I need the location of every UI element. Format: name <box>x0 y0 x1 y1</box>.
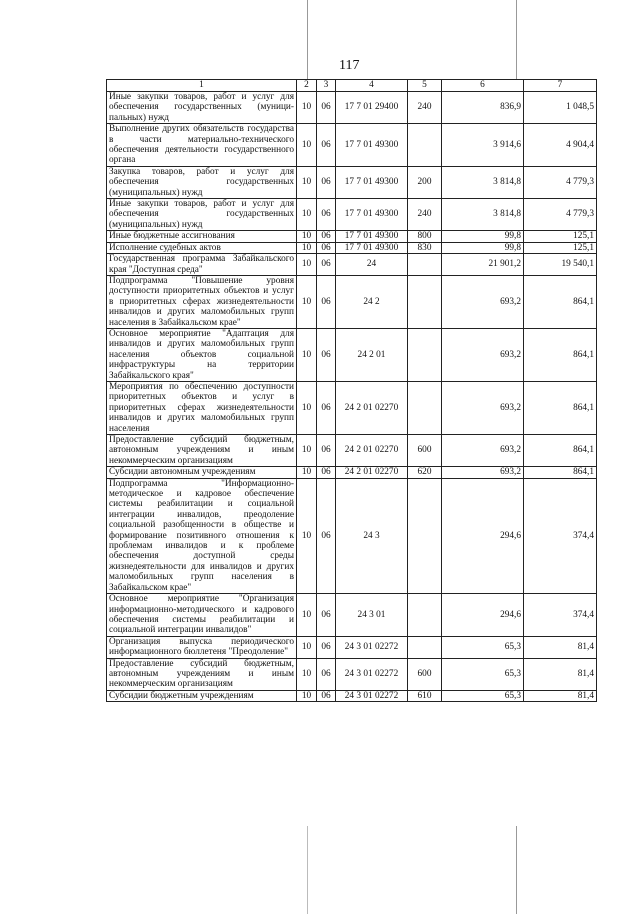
row-expense-type: 200 <box>408 166 442 198</box>
row-amount-year-2: 4 779,3 <box>524 166 597 198</box>
row-expense-type <box>408 636 442 658</box>
row-target-article: 24 3 01 <box>336 594 408 637</box>
table-row <box>107 275 597 328</box>
table-row <box>107 435 597 467</box>
row-amount-year-2: 374,4 <box>524 594 597 637</box>
row-expense-type: 600 <box>408 435 442 467</box>
row-target-article: 24 3 01 02272 <box>336 690 408 701</box>
table-row <box>107 231 597 242</box>
header-col-1: 1 <box>107 80 297 92</box>
header-col-3: 3 <box>317 80 336 92</box>
row-amount-year-1: 693,2 <box>442 275 524 328</box>
row-amount-year-2: 864,1 <box>524 467 597 478</box>
row-target-article: 17 7 01 49300 <box>336 124 408 167</box>
row-section: 10 <box>297 275 317 328</box>
table-row <box>107 594 597 637</box>
row-amount-year-1: 3 814,8 <box>442 199 524 231</box>
row-name: Основное мероприятие "Организация информационно-методического и кадрового обеспечения системы реабилитации и социальной интеграции инвалидов" <box>107 594 297 637</box>
row-subsection: 06 <box>317 254 336 276</box>
row-amount-year-1: 99,8 <box>442 231 524 242</box>
header-col-4: 4 <box>336 80 408 92</box>
row-section: 10 <box>297 254 317 276</box>
row-subsection: 06 <box>317 242 336 253</box>
row-expense-type: 240 <box>408 199 442 231</box>
row-subsection: 06 <box>317 594 336 637</box>
row-subsection: 06 <box>317 166 336 198</box>
row-amount-year-2: 125,1 <box>524 231 597 242</box>
row-expense-type <box>408 275 442 328</box>
table-row <box>107 690 597 701</box>
row-expense-type <box>408 381 442 434</box>
row-name: Субсидии автономным учреждениям <box>107 467 297 478</box>
row-name: Организация выпуска периодического информационного бюллетеня "Преодоление" <box>107 636 297 658</box>
row-name: Иные закупки товаров, работ и услуг для обеспечения государственных (муниципальных) нужд <box>107 199 297 231</box>
table-row <box>107 166 597 198</box>
row-amount-year-2: 19 540,1 <box>524 254 597 276</box>
row-target-article: 24 2 01 02270 <box>336 381 408 434</box>
row-amount-year-2: 4 904,4 <box>524 124 597 167</box>
row-amount-year-1: 693,2 <box>442 435 524 467</box>
row-expense-type: 830 <box>408 242 442 253</box>
scan-line-left-bottom <box>307 826 308 914</box>
row-expense-type: 800 <box>408 231 442 242</box>
header-col-5: 5 <box>408 80 442 92</box>
row-section: 10 <box>297 124 317 167</box>
row-amount-year-2: 864,1 <box>524 275 597 328</box>
table-row <box>107 124 597 167</box>
row-amount-year-2: 864,1 <box>524 328 597 381</box>
scan-line-right <box>516 0 517 79</box>
row-amount-year-1: 294,6 <box>442 594 524 637</box>
row-expense-type: 610 <box>408 690 442 701</box>
row-expense-type <box>408 478 442 593</box>
row-target-article: 24 2 01 02270 <box>336 467 408 478</box>
scan-line-left <box>307 0 308 79</box>
row-section: 10 <box>297 467 317 478</box>
table-row <box>107 636 597 658</box>
row-name: Субсидии бюджетным учреждениям <box>107 690 297 701</box>
row-name: Государственная программа Забайкальского края "Доступная среда" <box>107 254 297 276</box>
row-section: 10 <box>297 231 317 242</box>
row-amount-year-1: 65,3 <box>442 690 524 701</box>
row-amount-year-2: 374,4 <box>524 478 597 593</box>
row-amount-year-2: 864,1 <box>524 381 597 434</box>
row-target-article: 24 2 01 02270 <box>336 435 408 467</box>
row-name: Выполнение других обязательств государства в части материально-технического обеспечения деятельности государственного органа <box>107 124 297 167</box>
table-row <box>107 467 597 478</box>
table-row <box>107 478 597 593</box>
header-col-6: 6 <box>442 80 524 92</box>
row-subsection: 06 <box>317 467 336 478</box>
row-expense-type: 620 <box>408 467 442 478</box>
row-name: Подпрограмма "Повышение уровня доступности приоритетных объектов и услуг в приоритетных сферах жизнедеятельности инвалидов и других маломобильных групп населения в Забайкальском крае" <box>107 275 297 328</box>
row-name: Иные закупки товаров, работ и услуг для обеспечения государственных (муници-пальных) нужд <box>107 92 297 124</box>
row-amount-year-2: 81,4 <box>524 658 597 690</box>
row-amount-year-2: 81,4 <box>524 690 597 701</box>
row-name: Основное мероприятие "Адаптация для инвалидов и других маломобильных групп населения объектов социальной инфраструктуры на территории Забайкальского края" <box>107 328 297 381</box>
row-expense-type <box>408 124 442 167</box>
table-row <box>107 328 597 381</box>
row-target-article: 17 7 01 29400 <box>336 92 408 124</box>
row-amount-year-1: 836,9 <box>442 92 524 124</box>
row-amount-year-1: 693,2 <box>442 467 524 478</box>
row-section: 10 <box>297 92 317 124</box>
row-subsection: 06 <box>317 381 336 434</box>
row-target-article: 17 7 01 49300 <box>336 166 408 198</box>
row-section: 10 <box>297 242 317 253</box>
header-col-7: 7 <box>524 80 597 92</box>
row-subsection: 06 <box>317 636 336 658</box>
row-amount-year-2: 864,1 <box>524 435 597 467</box>
row-subsection: 06 <box>317 328 336 381</box>
row-target-article: 24 2 <box>336 275 408 328</box>
row-name: Предоставление субсидий бюджетным, автономным учреждениям и иным некоммерческим организациям <box>107 658 297 690</box>
row-amount-year-2: 4 779,3 <box>524 199 597 231</box>
row-target-article: 24 3 01 02272 <box>336 658 408 690</box>
row-section: 10 <box>297 658 317 690</box>
row-amount-year-1: 693,2 <box>442 381 524 434</box>
row-target-article: 17 7 01 49300 <box>336 199 408 231</box>
scan-line-right-bottom <box>516 826 517 914</box>
row-subsection: 06 <box>317 231 336 242</box>
row-target-article: 24 <box>336 254 408 276</box>
table-row <box>107 199 597 231</box>
row-section: 10 <box>297 478 317 593</box>
row-amount-year-1: 65,3 <box>442 658 524 690</box>
row-amount-year-1: 3 814,8 <box>442 166 524 198</box>
row-amount-year-1: 693,2 <box>442 328 524 381</box>
row-target-article: 24 3 01 02272 <box>336 636 408 658</box>
row-section: 10 <box>297 690 317 701</box>
row-section: 10 <box>297 166 317 198</box>
page-number: 117 <box>339 58 360 73</box>
row-amount-year-2: 1 048,5 <box>524 92 597 124</box>
row-amount-year-2: 125,1 <box>524 242 597 253</box>
row-expense-type <box>408 328 442 381</box>
row-subsection: 06 <box>317 658 336 690</box>
row-section: 10 <box>297 328 317 381</box>
row-amount-year-2: 81,4 <box>524 636 597 658</box>
row-target-article: 17 7 01 49300 <box>336 231 408 242</box>
row-section: 10 <box>297 381 317 434</box>
row-name: Закупка товаров, работ и услуг для обеспечения государственных (муниципальных) нужд <box>107 166 297 198</box>
row-subsection: 06 <box>317 92 336 124</box>
row-section: 10 <box>297 594 317 637</box>
row-expense-type <box>408 254 442 276</box>
row-section: 10 <box>297 435 317 467</box>
row-amount-year-1: 21 901,2 <box>442 254 524 276</box>
row-subsection: 06 <box>317 275 336 328</box>
row-expense-type: 600 <box>408 658 442 690</box>
header-col-2: 2 <box>297 80 317 92</box>
table-row <box>107 254 597 276</box>
row-name: Предоставление субсидий бюджетным, автономным учреждениям и иным некоммерческим организациям <box>107 435 297 467</box>
row-target-article: 24 3 <box>336 478 408 593</box>
row-amount-year-1: 3 914,6 <box>442 124 524 167</box>
header-row <box>107 80 597 92</box>
row-subsection: 06 <box>317 199 336 231</box>
row-subsection: 06 <box>317 690 336 701</box>
table-row <box>107 242 597 253</box>
row-name: Иные бюджетные ассигнования <box>107 231 297 242</box>
row-target-article: 24 2 01 <box>336 328 408 381</box>
row-section: 10 <box>297 199 317 231</box>
row-name: Исполнение судебных актов <box>107 242 297 253</box>
row-target-article: 17 7 01 49300 <box>336 242 408 253</box>
row-subsection: 06 <box>317 478 336 593</box>
row-amount-year-1: 99,8 <box>442 242 524 253</box>
row-expense-type: 240 <box>408 92 442 124</box>
row-expense-type <box>408 594 442 637</box>
row-name: Подпрограмма "Информационно-методическое и кадровое обеспечение системы реабилитации и социальной интеграции инвалидов, преодоление социальной разобщенности в обществе и формирование позитивного отношения к проблемам инвалидов и к проблеме обеспечения доступной среды жизнедеятельности для инвалидов и других маломобильных групп населения в Забайкальском крае" <box>107 478 297 593</box>
row-amount-year-1: 294,6 <box>442 478 524 593</box>
row-subsection: 06 <box>317 435 336 467</box>
table-row <box>107 658 597 690</box>
budget-table <box>106 79 597 702</box>
row-subsection: 06 <box>317 124 336 167</box>
table-row <box>107 381 597 434</box>
table-row <box>107 92 597 124</box>
row-name: Мероприятия по обеспечению доступности приоритетных объектов и услуг в приоритетных сферах жизнедеятельности инвалидов и других маломобильных групп населения <box>107 381 297 434</box>
row-amount-year-1: 65,3 <box>442 636 524 658</box>
row-section: 10 <box>297 636 317 658</box>
